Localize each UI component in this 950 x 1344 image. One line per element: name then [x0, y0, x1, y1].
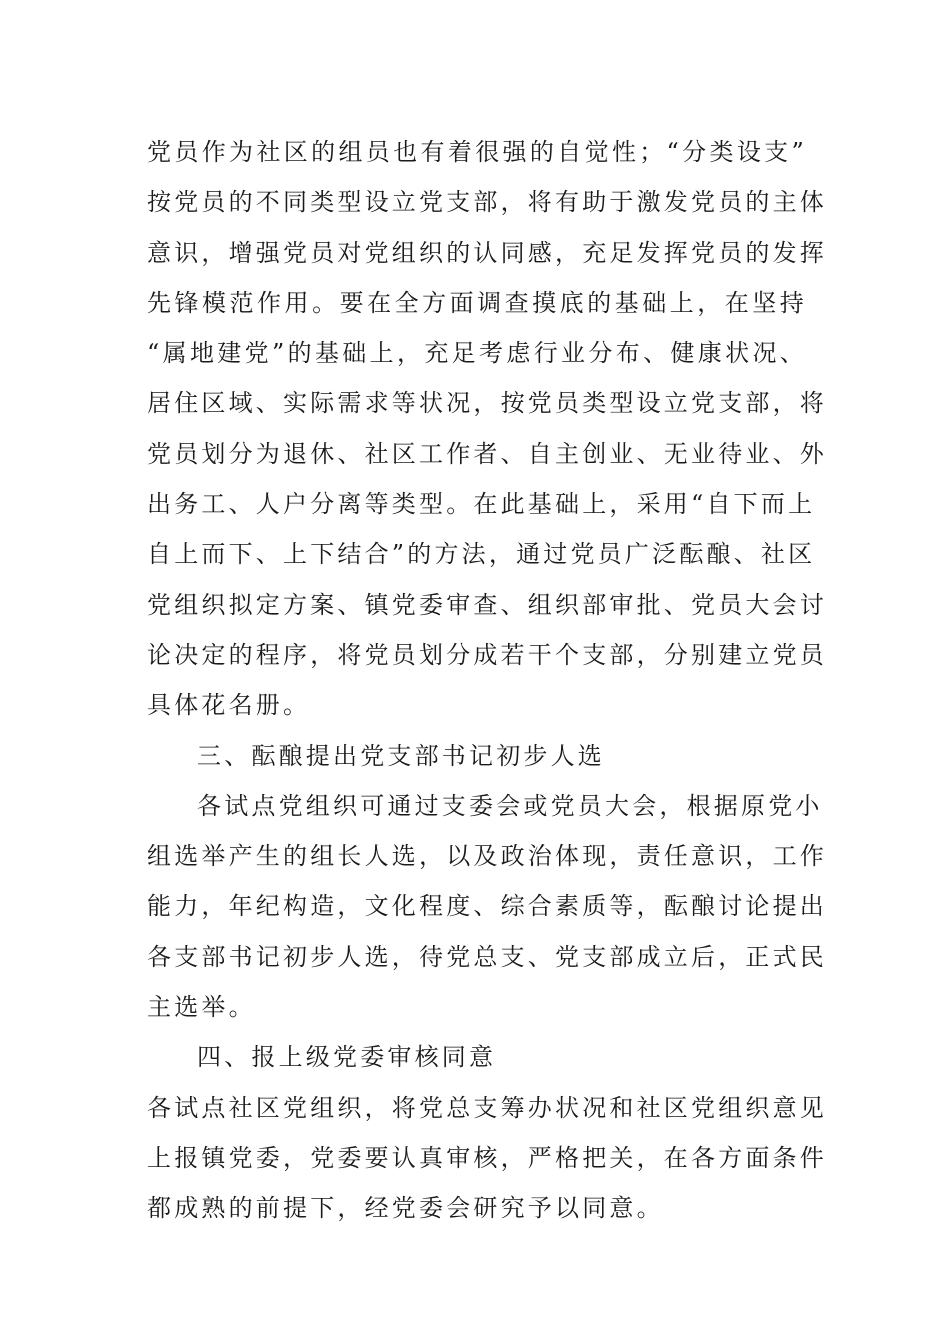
paragraph-line: 各试点社区党组织，将党总支筹办状况和社区党组织意见: [147, 1093, 827, 1122]
paragraph-line: 论决定的程序，将党员划分成若干个支部，分别建立党员: [147, 640, 827, 669]
section-heading: 三、酝酿提出党支部书记初步人选: [197, 741, 605, 770]
paragraph-line: 自上而下、上下结合”的方法，通过党员广泛酝酿、社区: [147, 540, 816, 569]
paragraph-line: 按党员的不同类型设立党支部，将有助于激发党员的主体: [147, 188, 827, 217]
paragraph-line: 上报镇党委，党委要认真审核，严格把关，在各方面条件: [147, 1143, 827, 1172]
paragraph-line: 居住区域、实际需求等状况，按党员类型设立党支部，将: [147, 389, 827, 418]
paragraph-line: 组选举产生的组长人选，以及政治体现，责任意识，工作: [147, 842, 827, 871]
section-heading: 四、报上级党委审核同意: [197, 1043, 497, 1072]
paragraph-line: 主选举。: [147, 993, 256, 1022]
paragraph-line: “属地建党”的基础上，充足考虑行业分布、健康状况、: [147, 339, 807, 368]
paragraph-line: 党员作为社区的组员也有着很强的自觉性；“分类设支”: [147, 138, 807, 166]
paragraph-line: 党员划分为退休、社区工作者、自主创业、无业待业、外: [147, 439, 827, 468]
paragraph-line: 各支部书记初步人选，待党总支、党支部成立后，正式民: [147, 942, 827, 971]
paragraph-line: 意识，增强党员对党组织的认同感，充足发挥党员的发挥: [147, 238, 827, 267]
paragraph-line: 出务工、人户分离等类型。在此基础上，采用“自下而上: [147, 490, 816, 519]
document-body: [147, 127, 827, 1234]
paragraph-line: 具体花名册。: [147, 691, 311, 720]
paragraph-line: 都成熟的前提下，经党委会研究予以同意。: [147, 1194, 664, 1223]
paragraph-line: 能力，年纪构造，文化程度、综合素质等，酝酿讨论提出: [147, 892, 827, 921]
paragraph-line: 先锋模范作用。要在全方面调查摸底的基础上，在坚持: [147, 288, 807, 317]
paragraph-line: 党组织拟定方案、镇党委审查、组织部审批、党员大会讨: [147, 590, 827, 619]
paragraph-line: 各试点党组织可通过支委会或党员大会，根据原党小: [197, 791, 823, 820]
